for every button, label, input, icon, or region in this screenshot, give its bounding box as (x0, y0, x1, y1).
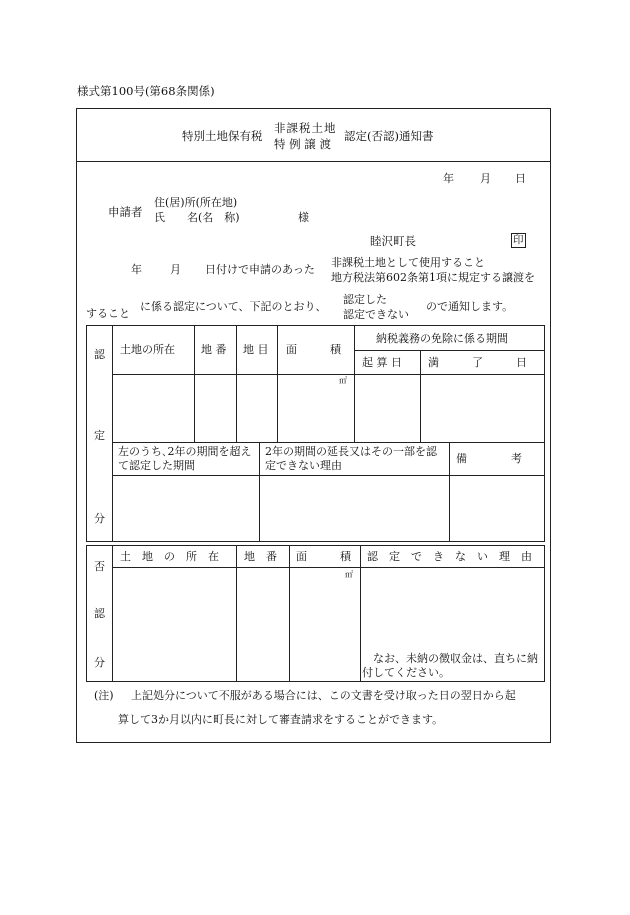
applied-year-label: 年 (131, 263, 142, 276)
seal-box (511, 233, 526, 248)
applicant-name-label: 氏 名(名 称) (154, 211, 240, 224)
header-area: 面 積 (286, 343, 341, 356)
header-start-date: 起 算 日 (362, 356, 402, 369)
date-day-label: 日 (515, 172, 526, 185)
denial-side-label-3: 分 (94, 656, 105, 669)
header-remarks: 備 考 (456, 452, 522, 465)
footnote-line-2: 算して3か月以内に町長に対して審査請求をすることができます。 (118, 713, 444, 726)
applicant-label: 申請者 (108, 205, 143, 219)
seal-mark: 印 (513, 234, 524, 246)
applicant-address-label: 住(居)所(所在地) (154, 196, 238, 209)
date-year-label: 年 (443, 172, 454, 185)
denial-header-lot-number: 地 番 (244, 550, 277, 563)
approval-side-label-3: 分 (94, 512, 105, 525)
result-option-approved: 認定した (343, 293, 387, 306)
denial-header-reason: 認 定 で き な い 理 由 (367, 550, 532, 563)
header-expiry-date: 満 了 日 (428, 356, 527, 369)
title-divider (76, 161, 551, 162)
form-id: 様式第100号(第68条関係) (77, 84, 215, 98)
approval-side-label-1: 認 (94, 348, 105, 361)
title-option-special-transfer: 特 例 譲 渡 (274, 137, 331, 151)
denial-side-label-1: 否 (94, 560, 105, 573)
denial-side-label-2: 認 (94, 607, 105, 620)
footnote-line-1: 上記処分について不服がある場合には、この文書を受け取った日の翌日から起 (131, 689, 516, 702)
header-exemption-period: 納税義務の免除に係る期間 (376, 332, 508, 345)
purpose-option-use: 非課税土地として使用すること (331, 256, 485, 269)
body-tail: ので通知します。 (426, 300, 514, 313)
header-lot-number: 地 番 (201, 343, 227, 356)
denial-header-area: 面 積 (296, 550, 351, 563)
honorific: 様 (298, 211, 309, 224)
header-extended-period: 左のうち､2年の期間を超えて認定した期間 (118, 445, 252, 472)
applied-date-text: 日付けで申請のあった (205, 263, 315, 276)
footnote-label: (注) (94, 689, 114, 702)
issuer-name: 睦沢町長 (370, 234, 416, 248)
applied-month-label: 月 (170, 263, 181, 276)
denial-header-location: 土 地 の 所 在 (120, 550, 219, 563)
date-month-label: 月 (480, 172, 491, 185)
body-kakaru-text: に係る認定について、下記のとおり、 (140, 300, 327, 313)
approval-side-label-2: 定 (94, 429, 105, 442)
denial-area-unit: ㎡ (345, 570, 353, 579)
title-option-nonexempt: 非課税土地 (274, 121, 337, 135)
header-land-category: 地 目 (243, 343, 269, 356)
header-location: 土地の所在 (120, 343, 175, 356)
area-unit: ㎡ (339, 376, 347, 385)
header-denial-reason: 2年の期間の延長又はその一部を認定できない理由 (265, 445, 437, 472)
purpose-option-transfer: 地方税法第602条第1項に規定する譲渡を (331, 271, 535, 284)
title-right: 認定(否認)通知書 (344, 129, 434, 143)
result-option-denied: 認定できない (343, 308, 409, 321)
body-suru: すること (86, 307, 130, 320)
title-left: 特別土地保有税 (182, 129, 263, 143)
unpaid-collection-note: なお、未納の徴収金は、直ちに納付してください。 (362, 652, 538, 679)
